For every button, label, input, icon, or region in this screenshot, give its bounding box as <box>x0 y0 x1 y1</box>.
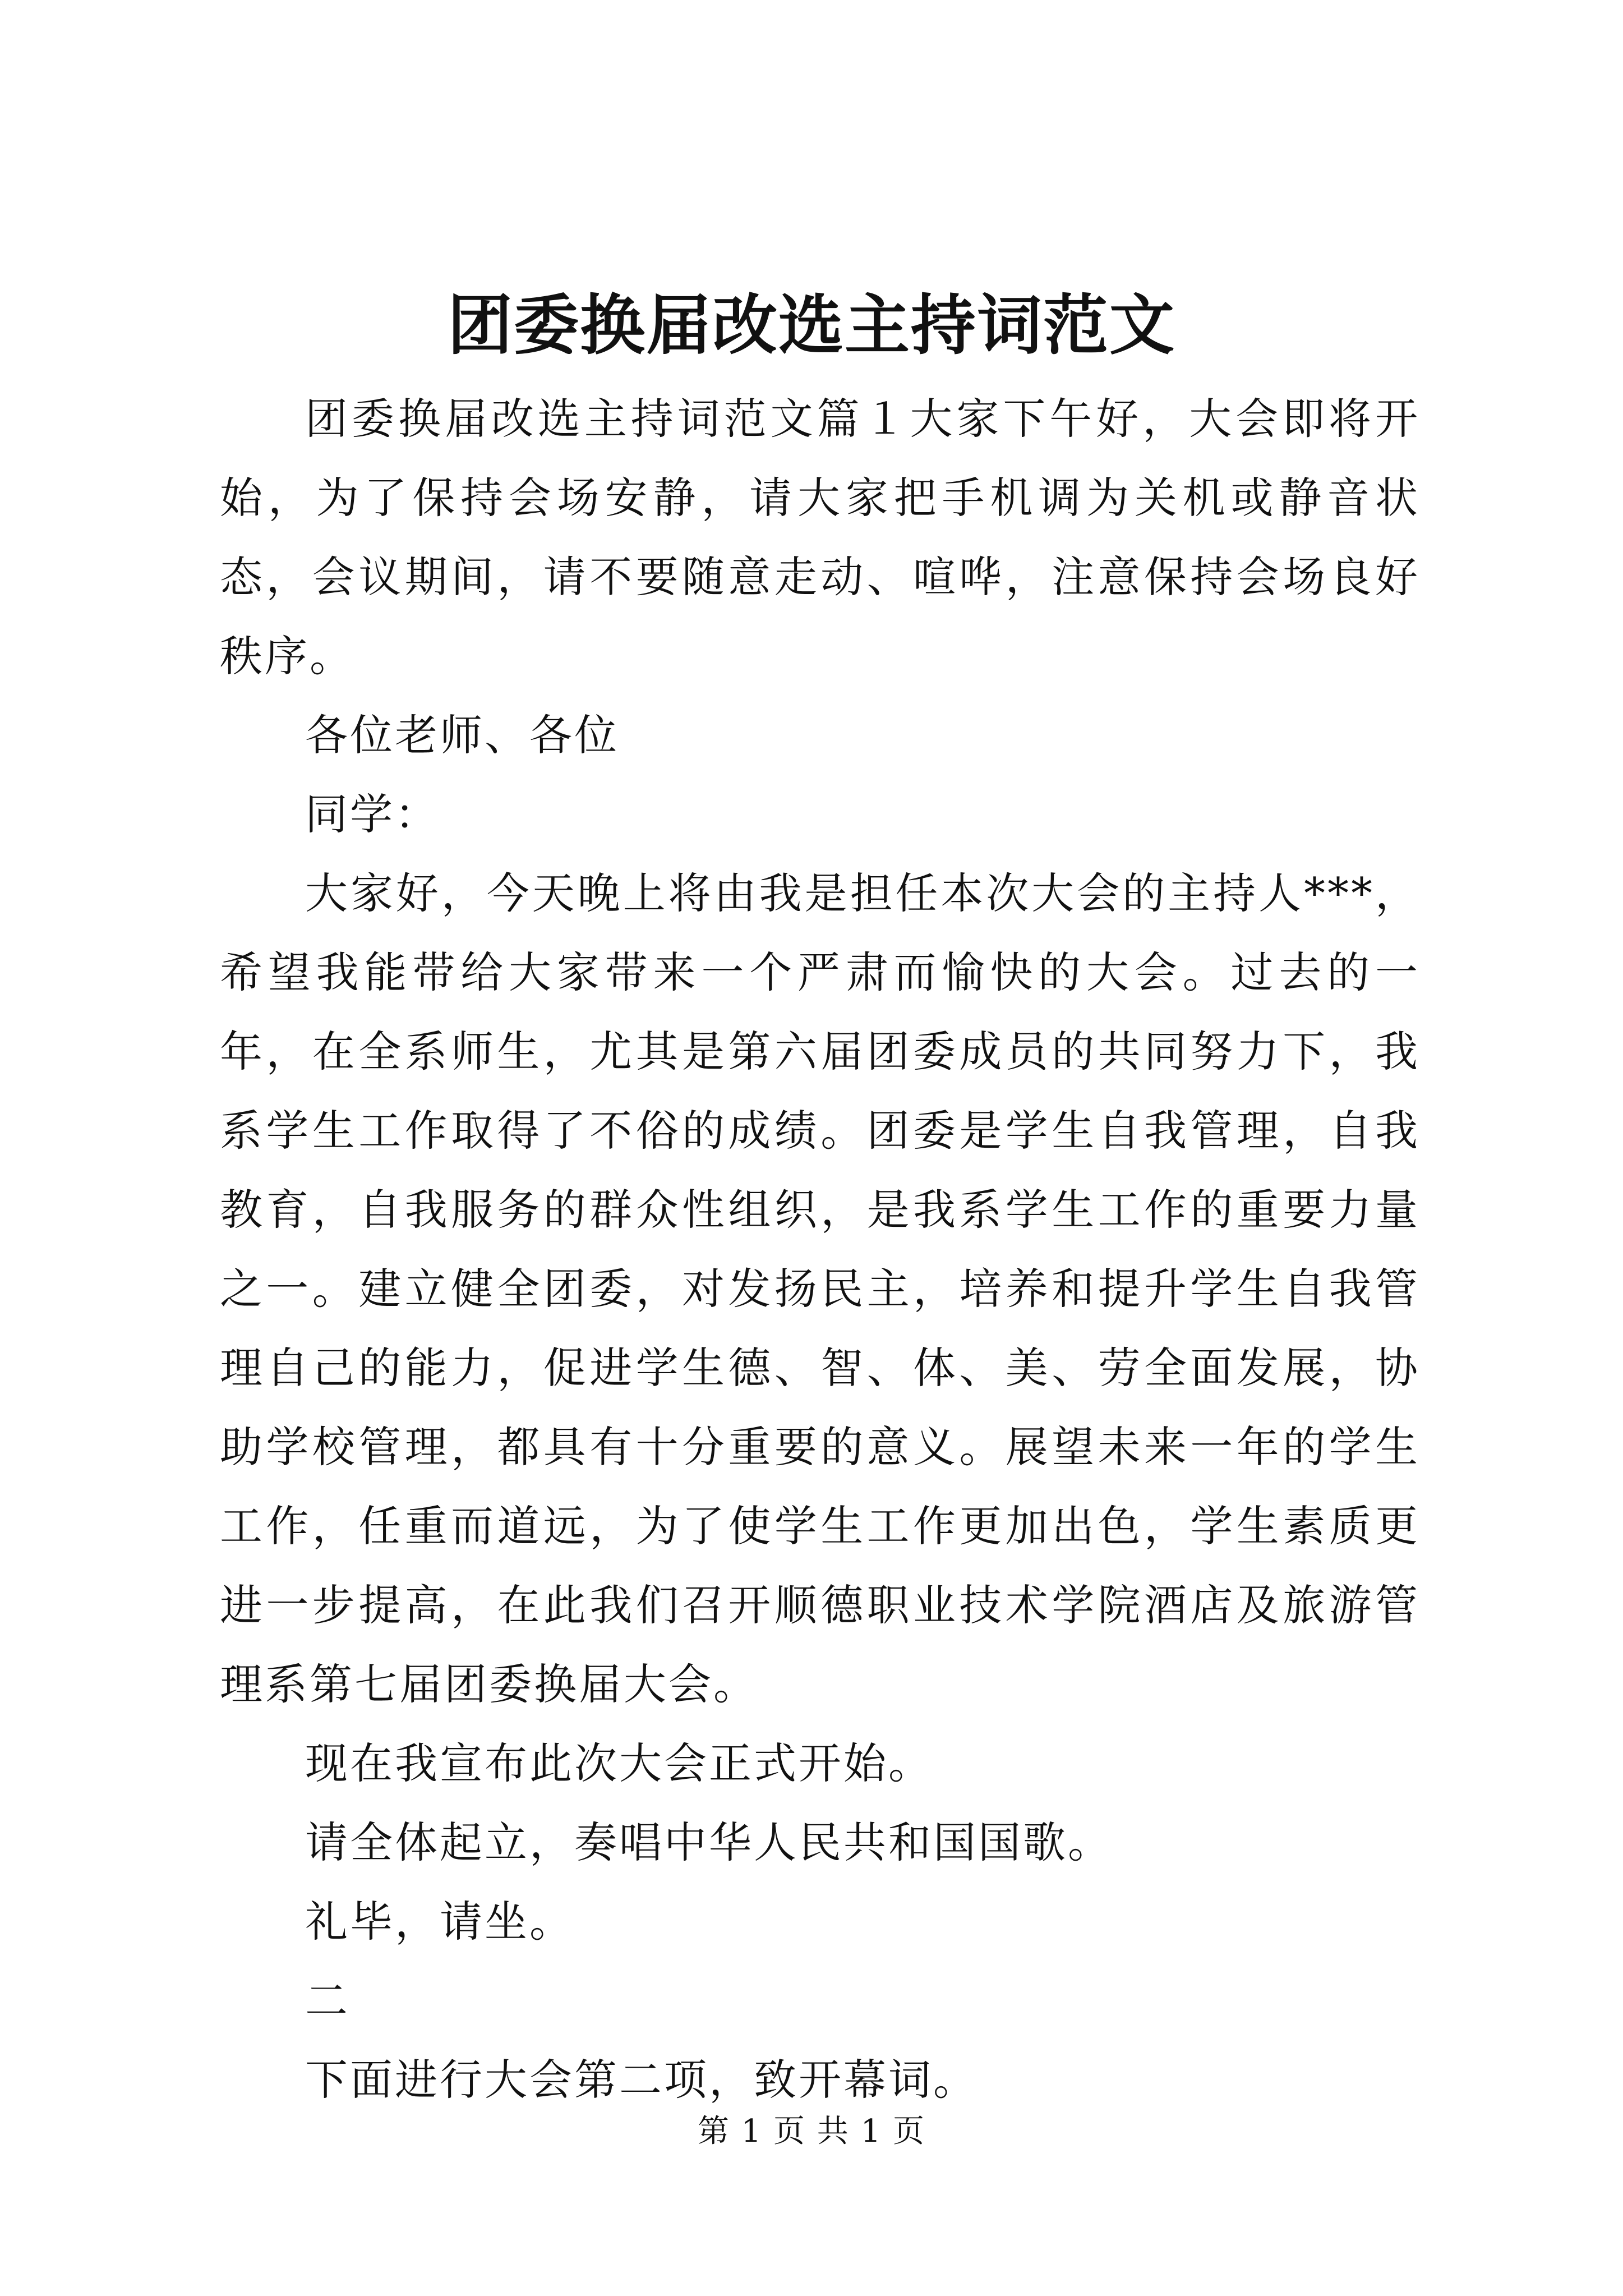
paragraph-opening-speech: 下面进行大会第二项，致开幕词。 <box>305 2055 978 2105</box>
paragraph-section-marker: 二 <box>305 1976 350 2026</box>
paragraph-opening: 团委换届改选主持词范文篇１大家下午好，大会即将开始，为了保持会场安静，请大家把手机调为关机或静音状态，会议期间，请不要随意走动、喧哗，注意保持会场良好秩序。 <box>220 394 1420 681</box>
paragraph-greeting-students: 同学： <box>305 789 440 839</box>
document-body <box>220 379 1420 2119</box>
paragraph-be-seated: 礼毕，请坐。 <box>305 1897 574 1947</box>
document-title: 团委换届改选主持词范文 <box>448 287 1175 364</box>
paragraph-anthem: 请全体起立，奏唱中华人民共和国国歌。 <box>305 1818 1113 1867</box>
page-footer: 第 1 页 共 1 页 <box>697 2113 926 2150</box>
paragraph-introduction: 大家好，今天晚上将由我是担任本次大会的主持人***，希望我能带给大家带来一个严肃而愉快的大会。过去的一年，在全系师生，尤其是第六届团委成员的共同努力下，我系学生工作取得了不俗的成绩。团委是学生自我管理，自我教育，自我服务的群众性组织，是我系学生工作的重要力量之一。建立健全团委，对发扬民主，培养和提升学生自我管理自己的能力，促进学生德、智、体、美、劳全面发展，协助学校管理，都具有十分重要的意义。展望未来一年的学生工作，任重而道远，为了使学生工作更加出色，学生素质更进一步提高，在此我们召开顺德职业技术学院酒店及旅游管理系第七届团委换届大会。 <box>220 868 1420 1709</box>
paragraph-greeting-teachers: 各位老师、各位 <box>305 710 619 760</box>
paragraph-announce-start: 现在我宣布此次大会正式开始。 <box>305 1738 933 1788</box>
